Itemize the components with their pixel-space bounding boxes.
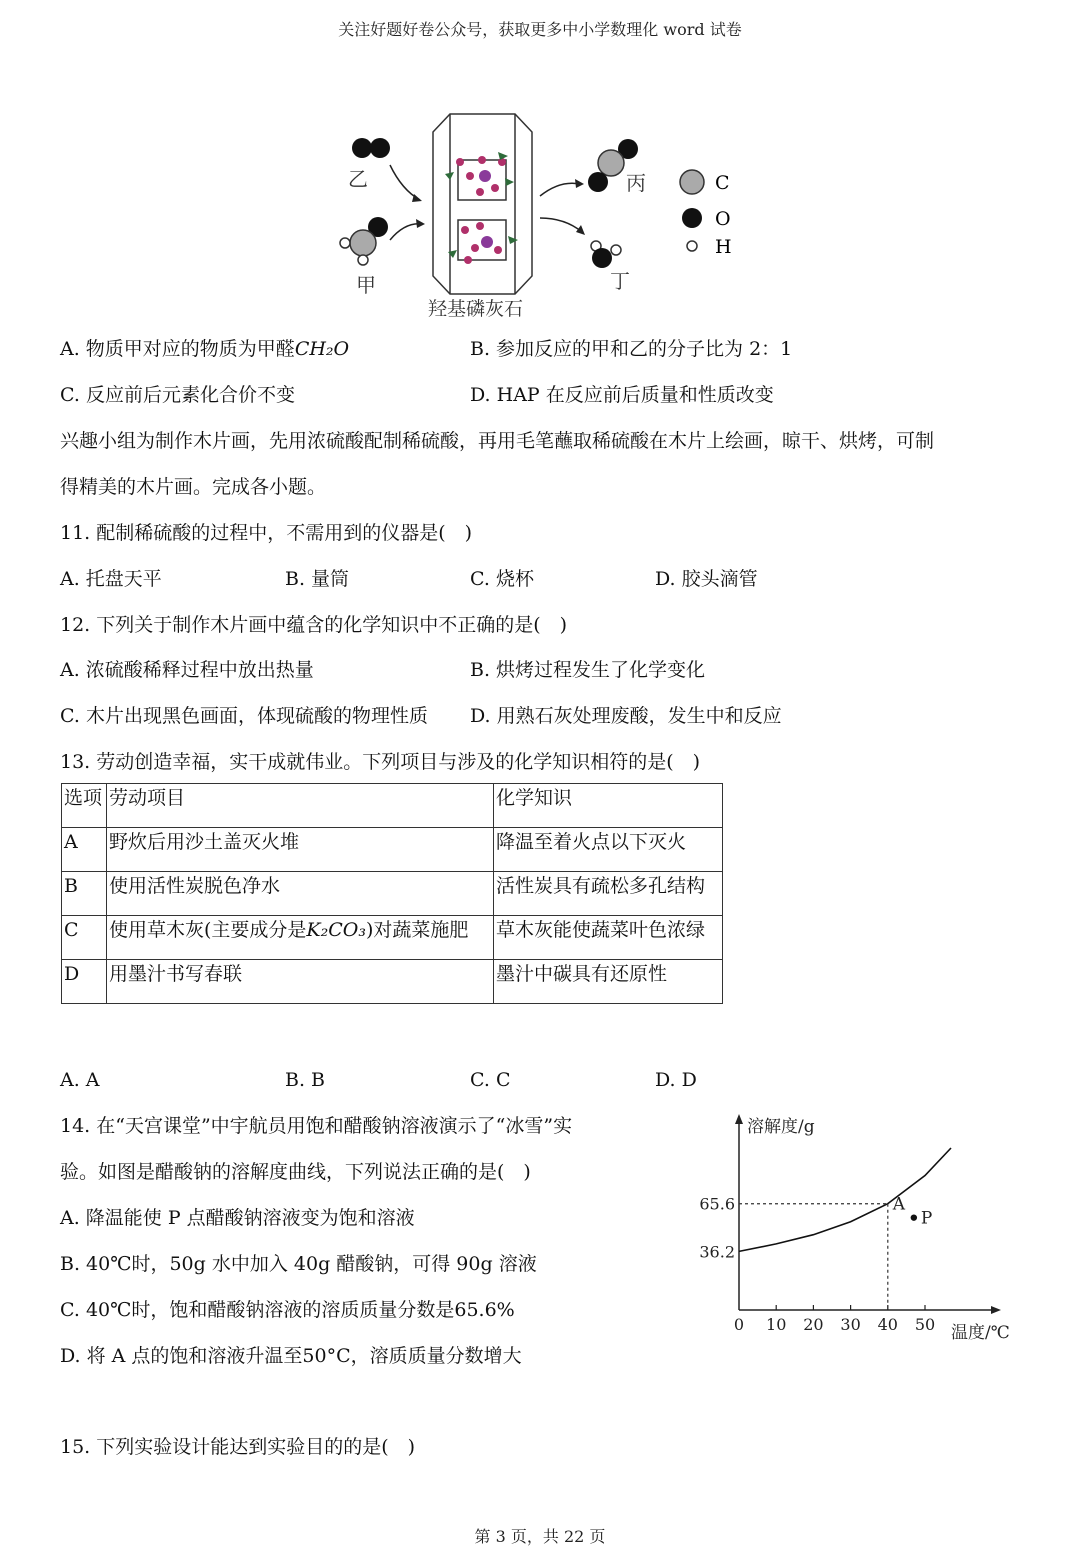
reaction-diagram (330, 100, 750, 322)
intro-line-2: 得精美的木片画。完成各小题。 (60, 476, 327, 498)
table-row (62, 828, 723, 872)
q10-option-a-text: A. 物质甲对应的物质为甲醛 (60, 338, 295, 360)
table-cell: 降温至着火点以下灭火 (494, 828, 723, 872)
atom-c (598, 150, 624, 176)
x-tick-label: 30 (840, 1315, 861, 1334)
q12-option-d: D. 用熟石灰处理废酸，发生中和反应 (470, 705, 782, 727)
atom-o (592, 248, 612, 268)
atom-o (370, 138, 390, 158)
label-jia: 甲 (356, 273, 376, 297)
q13-stem: 13. 劳动创造幸福，实干成就伟业。下列项目与涉及的化学知识相符的是( ) (60, 751, 701, 773)
table-cell (107, 916, 494, 960)
table-cell: 活性炭具有疏松多孔结构 (494, 872, 723, 916)
atom-h (358, 255, 368, 265)
q13-option-c: C. C (470, 1069, 511, 1091)
label-yi: 乙 (348, 167, 368, 191)
atom-h (611, 245, 621, 255)
page-footer: 第 3 页，共 22 页 (474, 1527, 606, 1546)
y-tick-label: 36.2 (699, 1242, 735, 1262)
atom-o (588, 172, 608, 192)
q10-option-b: B. 参加反应的甲和乙的分子比为 2：1 (470, 338, 793, 360)
q11-stem: 11. 配制稀硫酸的过程中，不需用到的仪器是( ) (60, 522, 473, 544)
x-tick-label: 10 (766, 1315, 787, 1334)
table-row (62, 916, 723, 960)
table-cell: 墨汁中碳具有还原性 (494, 960, 723, 1004)
x-tick-label: 20 (803, 1315, 824, 1334)
q10-option-a (60, 337, 349, 361)
y-axis-arrow (735, 1114, 743, 1124)
cell-text: )对蔬菜施肥 (365, 919, 469, 941)
x-axis-label: 温度/℃ (951, 1323, 1010, 1343)
atom-o (352, 138, 372, 158)
solubility-chart (695, 1108, 1025, 1343)
table-header-cell: 化学知识 (494, 784, 723, 828)
legend-o: O (715, 208, 731, 230)
label-ding: 丁 (610, 269, 630, 293)
q12-option-b: B. 烘烤过程发生了化学变化 (470, 659, 706, 681)
point-a-label: A (892, 1194, 906, 1215)
y-tick-label: 65.6 (699, 1194, 735, 1214)
q11-option-a: A. 托盘天平 (60, 568, 162, 590)
table-cell: B (62, 872, 107, 916)
q15-stem: 15. 下列实验设计能达到实验目的的是( ) (60, 1436, 416, 1458)
atom-c (350, 230, 376, 256)
q10-option-a-formula: CH₂O (294, 338, 350, 360)
table-header-row (62, 784, 723, 828)
x-tick-label: 40 (877, 1315, 898, 1334)
y-axis-label: 溶解度/g (747, 1117, 815, 1137)
q13-option-d: D. D (655, 1069, 697, 1091)
page-header: 关注好题好卷公众号，获取更多中小学数理化 word 试卷 (338, 20, 742, 39)
table-row (62, 960, 723, 1004)
q14-stem-1: 14. 在“天宫课堂”中宇航员用饱和醋酸钠溶液演示了“冰雪”实 (60, 1115, 573, 1137)
q13-table (61, 783, 723, 1004)
q12-option-c: C. 木片出现黑色画面，体现硫酸的物理性质 (60, 705, 428, 727)
q13-option-a: A. A (60, 1069, 100, 1091)
label-bing: 丙 (626, 171, 646, 195)
q10-option-d: D. HAP 在反应前后质量和性质改变 (470, 384, 774, 406)
table-cell: 使用活性炭脱色净水 (107, 872, 494, 916)
table-cell: A (62, 828, 107, 872)
table-cell: C (62, 916, 107, 960)
point-p (911, 1214, 917, 1220)
table-cell: 草木灰能使蔬菜叶色浓绿 (494, 916, 723, 960)
cell-text: 使用草木灰(主要成分是 (109, 919, 307, 941)
label-catalyst: 羟基磷灰石 (428, 298, 524, 320)
atom-h (340, 238, 350, 248)
hap-crystal (433, 114, 532, 294)
q14-stem-2: 验。如图是醋酸钠的溶解度曲线，下列说法正确的是( ) (60, 1161, 531, 1183)
x-axis-arrow (991, 1306, 1001, 1314)
x-tick-label: 50 (914, 1315, 936, 1334)
q14-option-b: B. 40℃时，50g 水中加入 40g 醋酸钠，可得 90g 溶液 (60, 1253, 537, 1275)
table-cell: 野炊后用沙土盖灭火堆 (107, 828, 494, 872)
hap-atoms (445, 152, 518, 264)
q11-option-b: B. 量筒 (285, 568, 350, 590)
q11-option-c: C. 烧杯 (470, 568, 534, 590)
point-p-label: P (920, 1208, 933, 1229)
table-cell: D (62, 960, 107, 1004)
cell-formula: K₂CO₃ (306, 919, 366, 941)
legend-h: H (715, 236, 732, 258)
q12-stem: 12. 下列关于制作木片画中蕴含的化学知识中不正确的是( ) (60, 614, 568, 636)
table-cell: 用墨汁书写春联 (107, 960, 494, 1004)
q14-option-a: A. 降温能使 P 点醋酸钠溶液变为饱和溶液 (60, 1207, 415, 1229)
q14-option-c: C. 40℃时，饱和醋酸钠溶液的溶质质量分数是65.6% (60, 1299, 515, 1321)
solubility-curve (739, 1148, 951, 1251)
table-header-cell: 选项 (62, 784, 107, 828)
table-header-cell: 劳动项目 (107, 784, 494, 828)
x-tick-label: 0 (733, 1315, 745, 1334)
q14-option-d: D. 将 A 点的饱和溶液升温至50°C，溶质质量分数增大 (60, 1345, 522, 1367)
q12-option-a: A. 浓硫酸稀释过程中放出热量 (60, 659, 314, 681)
element-legend (680, 170, 732, 258)
q11-option-d: D. 胶头滴管 (655, 568, 758, 590)
intro-line-1: 兴趣小组为制作木片画，先用浓硫酸配制稀硫酸，再用毛笔蘸取稀硫酸在木片上绘画，晾干、烘烤，可制 (60, 430, 935, 452)
table-row (62, 872, 723, 916)
legend-c: C (715, 172, 730, 194)
q13-option-b: B. B (285, 1069, 326, 1091)
q10-option-c: C. 反应前后元素化合价不变 (60, 384, 295, 406)
